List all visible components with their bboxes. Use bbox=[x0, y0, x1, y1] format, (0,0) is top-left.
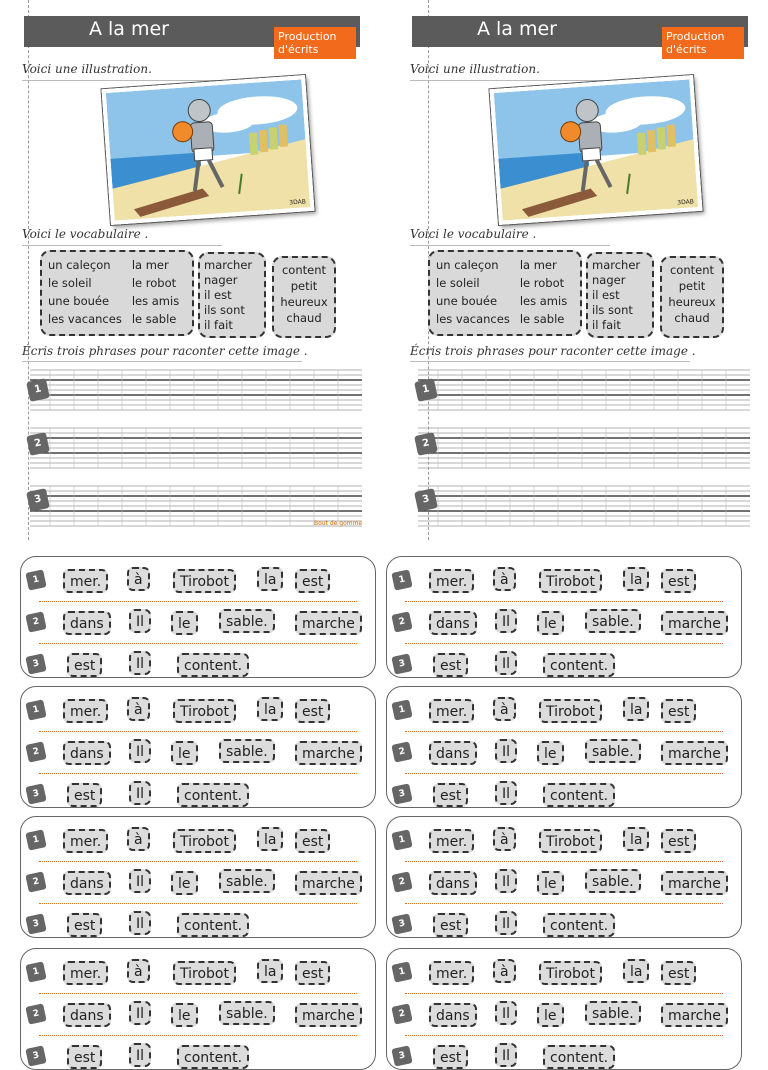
word-card[interactable]: à bbox=[493, 959, 516, 983]
word-card[interactable]: est bbox=[67, 913, 102, 937]
word-card[interactable]: marche bbox=[661, 611, 728, 635]
sentence-number-badge: 3 bbox=[25, 783, 46, 804]
word-card[interactable]: le bbox=[537, 741, 564, 765]
word-card[interactable]: Il bbox=[495, 609, 517, 633]
sentence-number-badge: 2 bbox=[391, 871, 412, 892]
word-card[interactable]: est bbox=[295, 699, 330, 723]
header-bar bbox=[24, 16, 360, 56]
word-card[interactable]: la bbox=[623, 697, 649, 721]
word-card[interactable]: Tirobot bbox=[539, 699, 602, 723]
vocab-word: chaud bbox=[286, 311, 322, 325]
word-card[interactable]: Il bbox=[495, 1043, 517, 1067]
sentence-number-badge: 1 bbox=[391, 569, 412, 590]
word-card[interactable]: le bbox=[171, 741, 198, 765]
word-strip bbox=[20, 556, 376, 678]
vocab-word: ils sont bbox=[204, 303, 245, 317]
word-card[interactable]: est bbox=[67, 1045, 102, 1069]
divider bbox=[22, 245, 222, 246]
sentence-number-badge: 3 bbox=[391, 783, 412, 804]
word-card[interactable]: marche bbox=[661, 741, 728, 765]
vocab-word: nager bbox=[204, 273, 238, 287]
vocab-word: chaud bbox=[674, 311, 710, 325]
vocab-word: petit bbox=[678, 279, 706, 293]
word-card[interactable]: à bbox=[127, 697, 150, 721]
vocab-word: heureux bbox=[280, 295, 328, 309]
word-card[interactable]: le bbox=[171, 1003, 198, 1027]
word-card[interactable]: la bbox=[257, 959, 283, 983]
vocab-box-verbs bbox=[198, 252, 266, 338]
line-number-badge: 2 bbox=[414, 432, 438, 456]
word-card[interactable]: content. bbox=[543, 1045, 615, 1069]
word-card[interactable]: marche bbox=[661, 1003, 728, 1027]
sentence-number-badge: 2 bbox=[25, 1003, 46, 1024]
word-strip bbox=[386, 686, 742, 808]
word-strip bbox=[20, 686, 376, 808]
word-card[interactable]: content. bbox=[543, 783, 615, 807]
vocab-box-nouns bbox=[40, 250, 194, 336]
word-card[interactable]: marche bbox=[661, 871, 728, 895]
word-card[interactable]: Il bbox=[129, 651, 151, 675]
word-card[interactable]: le bbox=[171, 611, 198, 635]
word-card[interactable]: sable. bbox=[585, 739, 641, 763]
word-card[interactable]: mer. bbox=[63, 699, 108, 723]
writing-lines-2 bbox=[30, 426, 362, 470]
vocab-word: heureux bbox=[668, 295, 716, 309]
vocab-word: un caleçon bbox=[436, 258, 499, 272]
word-card[interactable]: dans bbox=[429, 741, 477, 765]
beach-robot-illustration bbox=[490, 75, 703, 225]
word-card[interactable]: le bbox=[537, 1003, 564, 1027]
sentence-number-badge: 2 bbox=[391, 611, 412, 632]
divider bbox=[22, 361, 302, 362]
word-card[interactable]: Tirobot bbox=[539, 961, 602, 985]
row-separator bbox=[39, 1035, 357, 1036]
instruction-illustration: Voici une illustration. bbox=[410, 62, 540, 76]
word-card[interactable]: mer. bbox=[429, 961, 474, 985]
word-card[interactable]: dans bbox=[429, 871, 477, 895]
vocab-word: les vacances bbox=[48, 312, 122, 326]
word-card[interactable]: Il bbox=[495, 1001, 517, 1025]
sentence-number-badge: 3 bbox=[25, 913, 46, 934]
writing-grid bbox=[30, 426, 362, 470]
vocab-word: il est bbox=[592, 288, 620, 302]
header-bar bbox=[412, 16, 748, 56]
vocab-word: nager bbox=[592, 273, 626, 287]
row-separator bbox=[39, 731, 357, 732]
vocab-word: le sable bbox=[519, 312, 565, 326]
row-separator bbox=[405, 773, 723, 774]
word-card[interactable]: Il bbox=[129, 869, 151, 893]
row-separator bbox=[39, 993, 357, 994]
word-card[interactable]: dans bbox=[63, 1003, 111, 1027]
word-card[interactable]: marche bbox=[295, 741, 362, 765]
vocab-word: le sable bbox=[131, 312, 177, 326]
instruction-illustration: Voici une illustration. bbox=[22, 62, 152, 76]
vocab-word: la mer bbox=[131, 258, 169, 272]
instruction-vocab: Voici le vocabulaire . bbox=[22, 227, 149, 241]
vocab-word: le soleil bbox=[48, 276, 92, 290]
vocab-word: le robot bbox=[131, 276, 177, 290]
vocab-box-verbs bbox=[586, 252, 654, 338]
vocab-word: une bouée bbox=[436, 294, 498, 308]
word-card[interactable]: est bbox=[433, 783, 468, 807]
instruction-vocab: Voici le vocabulaire . bbox=[410, 227, 537, 241]
line-number-badge: 1 bbox=[414, 378, 438, 402]
word-card[interactable]: mer. bbox=[63, 829, 108, 853]
word-card[interactable]: le bbox=[537, 871, 564, 895]
row-separator bbox=[405, 601, 723, 602]
vocab-word: une bouée bbox=[48, 294, 110, 308]
word-card[interactable]: dans bbox=[429, 611, 477, 635]
line-number-badge: 3 bbox=[26, 488, 50, 512]
worksheet-right bbox=[410, 0, 768, 540]
word-card[interactable]: à bbox=[127, 959, 150, 983]
word-card[interactable]: marche bbox=[295, 611, 362, 635]
word-card[interactable]: Il bbox=[129, 1043, 151, 1067]
line-number-badge: 2 bbox=[26, 432, 50, 456]
writing-lines-1 bbox=[30, 368, 362, 412]
word-card[interactable]: dans bbox=[63, 741, 111, 765]
row-separator bbox=[405, 993, 723, 994]
worksheet-left bbox=[22, 0, 382, 540]
page-title: A la mer bbox=[476, 18, 557, 40]
writing-lines-2 bbox=[418, 426, 750, 470]
sentence-number-badge: 3 bbox=[391, 653, 412, 674]
word-card[interactable]: content. bbox=[543, 913, 615, 937]
word-card[interactable]: Tirobot bbox=[173, 961, 236, 985]
row-separator bbox=[39, 601, 357, 602]
instruction-write: Écris trois phrases pour raconter cette image . bbox=[410, 344, 696, 358]
sentence-number-badge: 1 bbox=[25, 961, 46, 982]
word-card[interactable]: content. bbox=[177, 653, 249, 677]
row-separator bbox=[405, 731, 723, 732]
word-card[interactable]: Tirobot bbox=[539, 829, 602, 853]
writing-lines-3 bbox=[30, 484, 362, 528]
sentence-number-badge: 3 bbox=[25, 1045, 46, 1066]
row-separator bbox=[39, 903, 357, 904]
word-card[interactable]: à bbox=[493, 567, 516, 591]
divider bbox=[410, 361, 690, 362]
word-card[interactable]: Il bbox=[129, 739, 151, 763]
word-card[interactable]: est bbox=[67, 653, 102, 677]
divider bbox=[410, 80, 610, 81]
instruction-write: Écris trois phrases pour raconter cette image . bbox=[22, 344, 308, 358]
word-card[interactable]: Il bbox=[129, 609, 151, 633]
word-card[interactable]: Il bbox=[495, 869, 517, 893]
sentence-number-badge: 2 bbox=[391, 741, 412, 762]
vocab-word: un caleçon bbox=[48, 258, 111, 272]
beach-robot-illustration bbox=[102, 75, 315, 225]
word-card[interactable]: Tirobot bbox=[173, 699, 236, 723]
word-card[interactable]: mer. bbox=[63, 961, 108, 985]
word-card[interactable]: Il bbox=[495, 739, 517, 763]
word-card[interactable]: mer. bbox=[429, 569, 474, 593]
word-card[interactable]: la bbox=[257, 827, 283, 851]
page-title: A la mer bbox=[88, 18, 169, 40]
sentence-number-badge: 3 bbox=[391, 913, 412, 934]
line-number-badge: 3 bbox=[414, 488, 438, 512]
vocab-box-nouns bbox=[428, 250, 582, 336]
vocab-word: les amis bbox=[131, 294, 180, 308]
word-card[interactable]: content. bbox=[543, 653, 615, 677]
word-card[interactable]: le bbox=[171, 871, 198, 895]
word-card[interactable]: la bbox=[257, 697, 283, 721]
divider bbox=[22, 80, 222, 81]
row-separator bbox=[405, 643, 723, 644]
word-card[interactable]: est bbox=[661, 699, 696, 723]
vocab-word: marcher bbox=[592, 258, 641, 272]
word-card[interactable]: Tirobot bbox=[173, 569, 236, 593]
vocab-word: les vacances bbox=[436, 312, 510, 326]
vocab-word: petit bbox=[290, 279, 318, 293]
word-strip bbox=[386, 816, 742, 938]
vocab-word: le soleil bbox=[436, 276, 480, 290]
word-card[interactable]: Il bbox=[129, 1001, 151, 1025]
sentence-number-badge: 1 bbox=[25, 699, 46, 720]
word-card[interactable]: sable. bbox=[585, 1001, 641, 1025]
word-card[interactable]: est bbox=[295, 569, 330, 593]
writing-lines-1 bbox=[418, 368, 750, 412]
category-tag: Production d'écrits bbox=[662, 27, 744, 59]
word-card[interactable]: est bbox=[433, 913, 468, 937]
sentence-number-badge: 2 bbox=[25, 871, 46, 892]
illustration-signature: 3DAB bbox=[289, 198, 307, 207]
word-strip bbox=[386, 556, 742, 678]
word-card[interactable]: à bbox=[493, 827, 516, 851]
sentence-number-badge: 2 bbox=[25, 611, 46, 632]
vocab-word: le robot bbox=[519, 276, 565, 290]
vocab-word: il fait bbox=[592, 318, 621, 332]
word-card[interactable]: la bbox=[623, 959, 649, 983]
row-separator bbox=[405, 1035, 723, 1036]
writing-grid bbox=[30, 368, 362, 412]
word-card[interactable]: sable. bbox=[219, 609, 275, 633]
word-card[interactable]: le bbox=[537, 611, 564, 635]
publisher-logo: Bout de gomme bbox=[314, 520, 363, 527]
word-card[interactable]: mer. bbox=[429, 829, 474, 853]
word-card[interactable]: est bbox=[433, 653, 468, 677]
word-card[interactable]: sable. bbox=[585, 609, 641, 633]
writing-lines-3 bbox=[418, 484, 750, 528]
line-number-badge: 1 bbox=[26, 378, 50, 402]
word-card[interactable]: la bbox=[257, 567, 283, 591]
word-card[interactable]: Tirobot bbox=[173, 829, 236, 853]
vocab-word: il est bbox=[204, 288, 232, 302]
word-card[interactable]: mer. bbox=[63, 569, 108, 593]
word-card[interactable]: Il bbox=[495, 651, 517, 675]
word-card[interactable]: sable. bbox=[219, 1001, 275, 1025]
sentence-number-badge: 1 bbox=[391, 961, 412, 982]
vocab-box-adjectives bbox=[272, 256, 336, 338]
word-card[interactable]: sable. bbox=[219, 869, 275, 893]
word-card[interactable]: est bbox=[295, 961, 330, 985]
word-card[interactable]: est bbox=[661, 829, 696, 853]
word-card[interactable]: est bbox=[295, 829, 330, 853]
word-card[interactable]: dans bbox=[63, 611, 111, 635]
sentence-number-badge: 2 bbox=[391, 1003, 412, 1024]
word-card[interactable]: Il bbox=[495, 911, 517, 935]
word-card[interactable]: Tirobot bbox=[539, 569, 602, 593]
vocab-word: marcher bbox=[204, 258, 253, 272]
word-card[interactable]: est bbox=[661, 961, 696, 985]
writing-grid bbox=[418, 484, 750, 528]
word-card[interactable]: dans bbox=[63, 871, 111, 895]
row-separator bbox=[39, 773, 357, 774]
category-tag: Production d'écrits bbox=[274, 27, 356, 59]
sentence-number-badge: 3 bbox=[25, 653, 46, 674]
word-card[interactable]: Il bbox=[129, 911, 151, 935]
illustration-art bbox=[106, 79, 310, 220]
sentence-number-badge: 2 bbox=[25, 741, 46, 762]
vocab-word: la mer bbox=[519, 258, 557, 272]
word-card[interactable]: Il bbox=[495, 781, 517, 805]
word-strip bbox=[386, 948, 742, 1070]
word-card[interactable]: sable. bbox=[585, 869, 641, 893]
word-card[interactable]: est bbox=[661, 569, 696, 593]
word-card[interactable]: à bbox=[127, 567, 150, 591]
vocab-word: content bbox=[281, 263, 327, 277]
word-card[interactable]: à bbox=[127, 827, 150, 851]
writing-grid bbox=[418, 426, 750, 470]
sentence-number-badge: 1 bbox=[391, 699, 412, 720]
row-separator bbox=[405, 861, 723, 862]
divider bbox=[410, 245, 610, 246]
vocab-word: content bbox=[669, 263, 715, 277]
illustration-art bbox=[494, 79, 698, 220]
sentence-number-badge: 1 bbox=[25, 829, 46, 850]
word-card[interactable]: marche bbox=[295, 1003, 362, 1027]
writing-grid bbox=[30, 484, 362, 528]
sentence-number-badge: 1 bbox=[25, 569, 46, 590]
word-card[interactable]: est bbox=[433, 1045, 468, 1069]
word-card[interactable]: mer. bbox=[429, 699, 474, 723]
word-card[interactable]: Il bbox=[129, 781, 151, 805]
row-separator bbox=[405, 903, 723, 904]
vocab-word: il fait bbox=[204, 318, 233, 332]
word-card[interactable]: content. bbox=[177, 913, 249, 937]
word-card[interactable]: la bbox=[623, 827, 649, 851]
word-card[interactable]: sable. bbox=[219, 739, 275, 763]
vocab-box-adjectives bbox=[660, 256, 724, 338]
row-separator bbox=[39, 861, 357, 862]
row-separator bbox=[39, 643, 357, 644]
word-card[interactable]: est bbox=[67, 783, 102, 807]
sentence-number-badge: 1 bbox=[391, 829, 412, 850]
word-card[interactable]: la bbox=[623, 567, 649, 591]
writing-grid bbox=[418, 368, 750, 412]
word-card[interactable]: marche bbox=[295, 871, 362, 895]
word-strip bbox=[20, 816, 376, 938]
word-card[interactable]: content. bbox=[177, 1045, 249, 1069]
illustration-signature: 3DAB bbox=[677, 198, 695, 207]
sentence-number-badge: 3 bbox=[391, 1045, 412, 1066]
vocab-word: ils sont bbox=[592, 303, 633, 317]
word-strip bbox=[20, 948, 376, 1070]
word-card[interactable]: dans bbox=[429, 1003, 477, 1027]
vocab-word: les amis bbox=[519, 294, 568, 308]
word-card[interactable]: à bbox=[493, 697, 516, 721]
word-card[interactable]: content. bbox=[177, 783, 249, 807]
